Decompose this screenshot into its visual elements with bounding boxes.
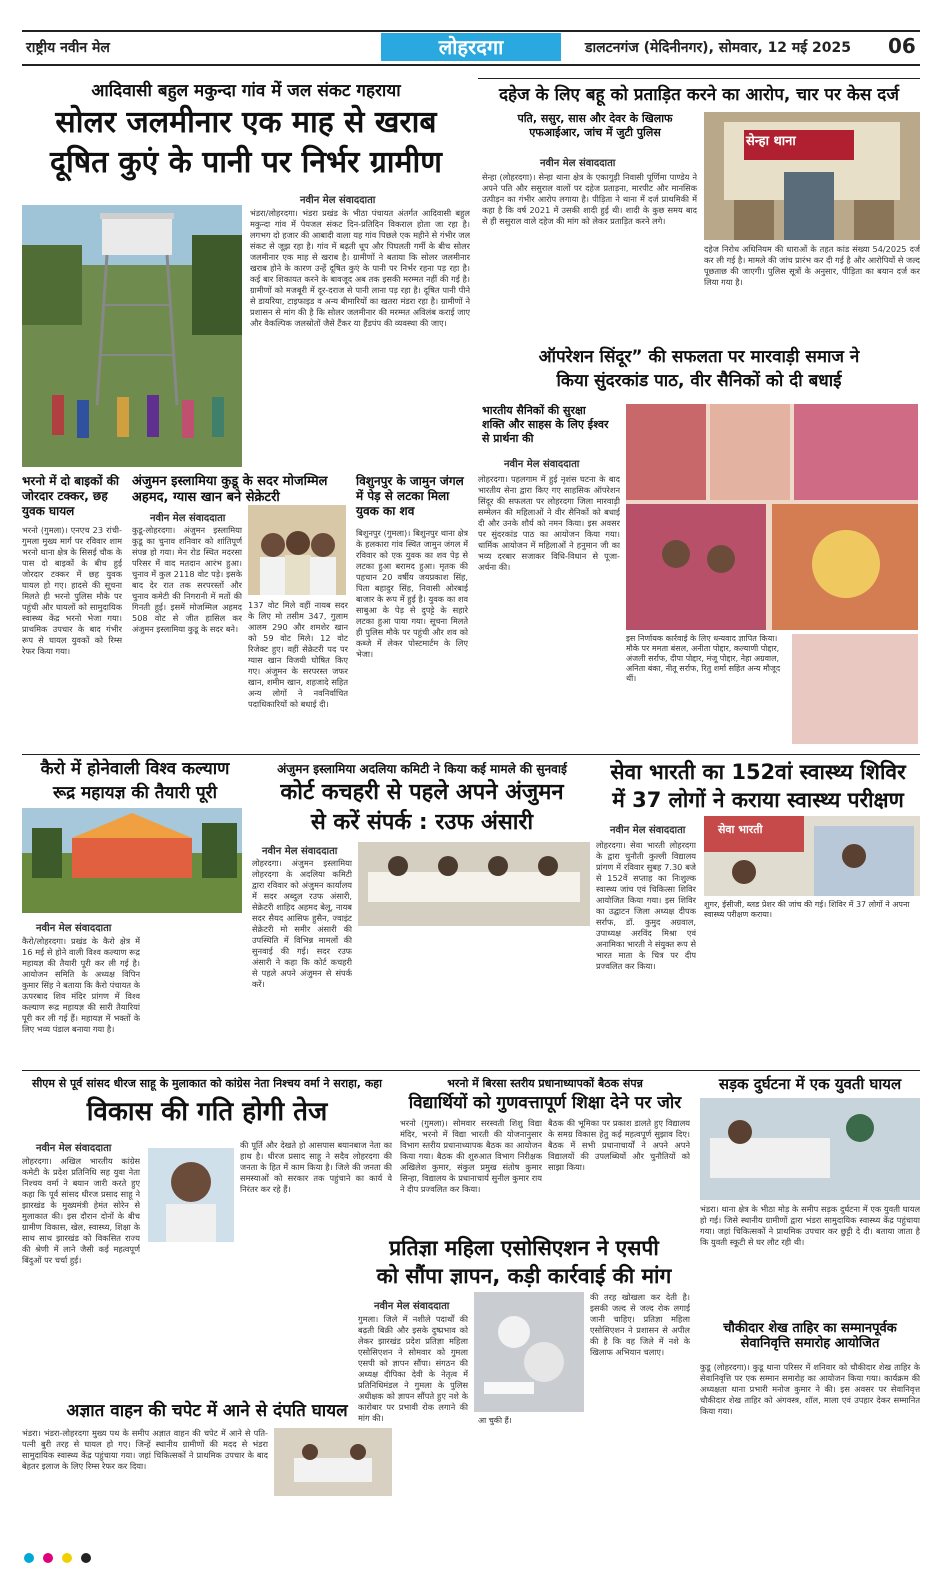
story1-headline-line1: सोलर जलमीनार एक माह से खराब [55,105,437,140]
story6-byline: नवीन मेल संवाददाता [36,923,112,934]
story5-body: बिशुनपुर (गुमला)। बिशुनपुर थाना क्षेत्र के हलकारा गांव स्थित जामुन जंगल में रविवार को एक युवक का शव पेड़ से लटका हुआ बरामद हुआ। मृतक की पहचान 20 वर्षीय जयप्रकाश सिंह, पिता बहादुर सिंह, निवासी ओरबाई बाजार के रूप में हुई है। युवक का शव साबुआ के पेड़ से दुपट्टे के सहारे लटका हुआ पाया गया। सूचना मिलते ही पुलिस मौके पर पहुंची और शव को कब्जे में लेकर पोस्टमार्टम के लिए भेजा। [356,528,468,659]
story7-byline: नवीन मेल संवाददाता [262,846,338,857]
story13-photo [700,1098,920,1200]
story10-headline: अज्ञात वाहन की चपेट में आने से दंपति घायल [66,1401,348,1421]
story3-headline-line2: किया सुंदरकांड पाठ, वीर सैनिकों को दी बधाई [556,371,842,391]
row-rule-1 [22,754,920,755]
story7-body: लोहरदगा। अंजुमन इस्लामिया लोहरदगा के अदलिया कमिटी द्वारा रविवार को अंजुमन कार्यालय में सदर अब्दुल रउफ अंसारी, सेक्रेटरी शाहिद अहमद बेलू, नायब सदर सैयद आसिफ हुसैन, ज्वाइंट सेक्रेटरी मो समीर अंसारी की उपस्थिति में विभिन्न मामलों की सुनवाई की गई। सदर रउफ अंसारी ने कहा कि कोर्ट कचहरी से पहले अपने अंजुमन से संपर्क करें। [252,858,352,989]
registration-dot-black [81,1553,91,1563]
story3-photo2 [792,634,918,744]
story8-photo-banner: सेवा भारती [718,823,763,836]
story1-photo [22,205,242,467]
story11-headline: विद्यार्थियों को गुणवत्तापूर्ण शिक्षा देने पर जोर [408,1093,682,1113]
story1-kicker: आदिवासी बहुल मकुन्दा गांव में जल संकट गहराया [91,81,401,101]
story6-body-col2 [144,916,244,1066]
story8-headline-line2: में 37 लोगों ने कराया स्वास्थ्य परीक्षण [612,788,904,812]
story12-headline-line2: को सौंपा ज्ञापन, कड़ी कार्रवाई की मांग [376,1264,672,1288]
story1-byline: नवीन मेल संवाददाता [300,195,376,206]
row-rule-2 [22,1070,920,1071]
story12-photo [474,1292,584,1412]
story3-body: लोहरदगा। पहलगाम में हुई नृशंस घटना के बाद भारतीय सेना द्वारा किए गए साहसिक ऑपरेशन सिंदूर की सफलता पर लोहरदगा जिला मारवाड़ी सम्मेलन की महिलाओं ने वीर सैनिकों को बधाई दी और उनके शौर्य को नमन किया। इस अवसर पर सुंदरकांड पाठ का आयोजन किया गया। धार्मिक आयोजन में महिलाओं ने हनुमान जी का भव्य दरबार सजाकर विधि-विधान से पूजा-अर्चना की। [478,474,620,572]
story11-kicker: भरनो में बिरसा स्तरीय प्रधानाध्यापकों बैठक संपन्न [447,1077,643,1090]
story13-headline: सड़क दुर्घटना में एक युवती घायल [718,1075,902,1093]
story1-body: भंडरा/लोहरदगा। भंडरा प्रखंड के भीठा पंचायत अंतर्गत आदिवासी बहुल मकुन्दा गांव में पेयजल संकट दिन-प्रतिदिन विकराल होता जा रहा है। लगभग दो हजार की आबादी वाला यह गांव पिछले एक महीने से गंभीर जल संकट से जूझ रहा है। गांव में बढ़ती धूप और पिघलती गर्मी के बीच सोलर जलमीनार एक माह से खराब है। ग्रामीणों ने बताया कि सोलर जलमीनार खराब होने के कारण उन्हें दूषित कुएं के पानी पर निर्भर रहना पड़ रहा है। कई बार शिकायत करने के बावजूद अब तक इसकी मरम्मत नहीं की गई है। ग्रामीणों को मजबूरी में दूर-दराज से पानी लाना पड़ रहा है। दूषित पानी पीने से डायरिया, टाइफाइड व अन्य बीमारियों का खतरा मंडरा रहा है। ग्रामीणों ने प्रशासन से मांग की है कि सोलर जलमीनार की मरम्मत अविलंब कराई जाए और वैकल्पिक जलस्रोतों जैसे टैंकर या हैंडपंप की व्यवस्था की जाए। [250,208,470,328]
story3-caption: इस निर्णायक कार्रवाई के लिए धन्यवाद ज्ञापित किया। मौके पर ममता बंसल, अनीता पोद्दार, कल्याणी पोद्दार, अंजली सर्राफ, दीपा पोद्दार, मंजू पोद्दार, नेहा अग्रवाल, अनिता बंका, नीतू सर्राफ, रितु शर्मा सहित अन्य मौजूद थीं। [626,634,781,683]
story9-body2: की पूर्ति और देखते हो आसपास बयानबाज नेता का हाथ है। धीरज प्रसाद साहू ने सदैव लोहरदगा की जनता के हित में काम किया है। जिले की जनता की समस्याओं को सरकार तक पहुंचाने का कार्य वे निरंतर कर रहे हैं। [240,1140,392,1194]
story9-kicker: सीएम से पूर्व सांसद धीरज साहू के मुलाकात को कांग्रेस नेता निश्चय वर्मा ने सराहा, कहा [32,1077,382,1090]
story3-bullet: भारतीय सैनिकों की सुरक्षा शक्ति और साहस के लिए ईश्वर से प्रार्थना की [482,404,609,445]
story2-byline: नवीन मेल संवाददाता [540,158,616,169]
story2-rule [478,78,920,79]
header-rule [22,64,920,66]
section-tag: लोहरदगा [381,33,561,61]
story6-headline-line2: रूद्र महायज्ञ की तैयारी पूरी [52,783,218,803]
page-number: 06 [888,34,916,58]
story4-headline: अंजुमन इस्लामिया कुडू के सदर मोजम्मिल अहमद, ग्यास खान बने सेक्रेटरी [132,474,328,505]
story9-headline: विकास की गति होगी तेज [86,1097,328,1127]
story4-byline: नवीन मेल संवाददाता [150,513,226,524]
story13-sub-headline: चौकीदार शेख ताहिर का सम्मानपूर्वक सेवानिवृत्ति समारोह आयोजित [723,1321,897,1351]
story6-headline-line1: कैरो में होनेवाली विश्व कल्याण [40,759,230,779]
story7-headline-line2: से करें संपर्क : रउफ अंसारी [310,810,534,835]
story7-photo [358,842,590,926]
story7-body-col2 [358,930,590,1064]
story3-headline-line1: ऑपरेशन सिंदूर” की सफलता पर मारवाड़ी समाज ने [538,347,860,367]
accident-headline: भरनो में दो बाइकों की जोरदार टक्कर, छह युवक घायल [22,474,119,518]
paper-name: राष्ट्रीय नवीन मेल [26,40,110,56]
story12-body2: की तरह खोखला कर देती है। इसकी जल्द से जल्द रोक लगाई जानी चाहिए। प्रतिज्ञा महिला एसोसिएशन ने प्रशासन से अपील की है कि वह जिले में नशे के खिलाफ अभियान चलाए। [590,1292,690,1357]
story2-headline: दहेज के लिए बहू को प्रताड़ित करने का आरोप, चार पर केस दर्ज [499,85,899,105]
story4-photo [248,505,346,595]
story2-body: सेन्हा (लोहरदगा)। सेन्हा थाना क्षेत्र के एकागुड़ी निवासी पूर्णिमा पाण्डेय ने अपने पति और ससुराल वालों पर दहेज प्रताड़ना, मारपीट और मानसिक उत्पीड़न का गंभीर आरोप लगाया है। पीड़िता ने थाना में दर्ज प्राथमिकी में कहा है कि वर्ष 2021 में उसकी शादी हुई थी। शादी के कुछ समय बाद से ही ससुराल वाले दहेज की मांग को लेकर प्रताड़ित करने लगे। [482,172,697,226]
dateline: डालटनगंज (मेदिनीनगर), सोमवार, 12 मई 2025 [585,40,852,56]
story9-body: लोहरदगा। अखिल भारतीय कांग्रेस कमेटी के प्रदेश प्रतिनिधि सह युवा नेता निश्चय वर्मा ने बयान जारी करते हुए कहा कि पूर्व सांसद धीरज प्रसाद साहू ने झारखंड के मुख्यमंत्री हेमंत सोरेन से मुलाकात की। इस दौरान दोनों के बीच ग्रामीण विकास, खेल, स्वास्थ्य, शिक्षा के साथ साथ झारखंड को विकसित राज्य की श्रेणी में लाने जैसी कई महत्वपूर्ण बिंदुओं पर चर्चा हुई। [22,1156,140,1265]
registration-dot-magenta [43,1553,53,1563]
story7-headline-line1: कोर्ट कचहरी से पहले अपने अंजुमन [280,780,564,805]
story12-byline: नवीन मेल संवाददाता [374,1301,450,1312]
story1-headline-line2: दूषित कुएं के पानी पर निर्भर ग्रामीण [50,145,442,180]
story13-sub-body: कुडू (लोहरदगा)। कुडू थाना परिसर में शनिवार को चौकीदार शेख ताहिर के सेवानिवृत्ति पर एक सम्मान समारोह का आयोजन किया गया। कार्यक्रम की अध्यक्षता थाना प्रभारी मनोज कुमार ने की। इस अवसर पर सेवानिवृत्त चौकीदार शेख ताहिर को अंगवस्त्र, शॉल, माला एवं उपहार देकर सम्मानित किया गया। [700,1362,920,1416]
story10-body: भंडरा। भंडरा-लोहरदगा मुख्य पथ के समीप अज्ञात वाहन की चपेट में आने से पति-पत्नी बुरी तरह से घायल हो गए। जिन्हें स्थानीय ग्रामीणों की मदद से भंडरा सामुदायिक स्वास्थ्य केंद्र पहुंचाया गया। जहां चिकित्सकों ने प्राथमिक उपचार के बाद बेहतर इलाज के लिए रिम्स रेफर कर दिया। [22,1428,268,1471]
story6-body: कैरो/लोहरदगा। प्रखंड के कैरो क्षेत्र में 16 मई से होने वाली विश्व कल्याण रूद्र महायज्ञ की तैयारी पूरी कर ली गई है। आयोजन समिति के अध्यक्ष विपिन कुमार सिंह ने बताया कि कैरो पंचायत के ऊपरबाद शिव मंदिर प्रांगण में विश्व कल्याण रूद्र महायज्ञ की सारी तैयारियां पूरी कर ली गई हैं। महायज्ञ में भक्तों के लिए भव्य पंडाल बनाया गया है। [22,936,140,1034]
story8-body: लोहरदगा। सेवा भारती लोहरदगा के द्वारा चुनौती कुल्ली विद्यालय प्रांगण में रविवार सुबह 7.30 बजे से 152वें सप्ताह का निःशुल्क स्वास्थ्य जांच एवं चिकित्सा शिविर आयोजित किया गया। इस शिविर का उद्घाटन जिला अध्यक्ष दीपक सर्राफ, डॉ. कुमुद अग्रवाल, उपाध्यक्ष अरविंद मिश्रा एवं अनामिका भारती ने संयुक्त रूप से भारत माता के चित्र पर दीप प्रज्वलित कर किया। [596,840,696,971]
story2-subhead: पति, ससुर, सास और देवर के खिलाफ एफआईआर, जांच में जुटी पुलिस [517,112,673,139]
story8-headline-line1: सेवा भारती का 152वां स्वास्थ्य शिविर [610,760,906,784]
story13-body: भंडरा। थाना क्षेत्र के भीठा मोड़ के समीप सड़क दुर्घटना में एक युवती घायल हो गई। जिसे स्थानीय ग्रामीणों द्वारा भंडरा सामुदायिक स्वास्थ्य केंद्र पहुंचाया गया। जहां चिकित्सकों ने प्राथमिक उपचार कर छुट्टी दे दी। बताया जाता है कि युवती स्कूटी से घर लौट रही थी। [700,1204,920,1247]
story12-headline-line1: प्रतिज्ञा महिला एसोसिएशन ने एसपी [389,1236,659,1260]
story3-photo [626,404,918,630]
story12-body: गुमला। जिले में नशीले पदार्थों की बढ़ती बिक्री और इसके दुष्प्रभाव को लेकर झारखंड प्रदेश प्रतिज्ञा महिला एसोसिएशन ने सोमवार को गुमला एसपी को ज्ञापन सौंपा। संगठन की अध्यक्ष दीपिका देवी के नेतृत्व में प्रतिनिधिमंडल ने गुमला के पुलिस अधीक्षक को ज्ञापन सौंपते हुए नशे के कारोबार पर प्रभावी रोक लगाने की मांग की। [358,1314,468,1423]
story11-body: भरनो (गुमला)। सोमवार सरस्वती शिशु विद्या मंदिर, भरनो में विद्या भारती की योजनानुसार विभाग स्तरीय प्रधानाध्यापक बैठक का आयोजन किया गया। बैठक की शुरुआत विभाग निरीक्षक अखिलेश कुमार, संकुल प्रमुख संतोष कुमार सिन्हा, विद्यालय के प्रधानाचार्य सुनील कुमार राय ने दीप प्रज्वलित कर किया। [400,1118,542,1194]
story2-photo [704,112,920,240]
story4-body2: 137 वोट मिले वहीं नायब सदर के लिए मो तसीम 347, गुलाम आलम 290 और शमशेर खान को 59 वोट मिले। 12 वोट रिजेक्ट हुए। वहीं सेक्रेटरी पद पर ग्यास खान विजयी घोषित किए गए। अंजुमन के सरपरस्त जफर खान, शमीम खान, शहजादे सहित अन्य लोगों ने नवनिर्वाचित पदाधिकारियों को बधाई दी। [248,600,348,709]
story7-kicker: अंजुमन इस्लामिया अदलिया कमिटी ने किया कई मामले की सुनवाई [277,762,567,776]
story12-caption: आ चुकी हैं। [478,1416,512,1425]
page-footer [22,1548,920,1560]
story8-byline: नवीन मेल संवाददाता [610,825,686,836]
story2-photo-sign: सेन्हा थाना [746,134,796,149]
story2-right-body: दहेज निरोध अधिनियम की धाराओं के तहत कांड संख्या 54/2025 दर्ज कर ली गई है। मामले की जांच प्रारंभ कर दी गई है और आरोपियों से जल्द पूछताछ की जाएगी। पुलिस सूत्रों के अनुसार, पीड़िता का बयान दर्ज कर लिया गया है। [704,244,920,287]
story4-body: कुडू-लोहरदगा। अंजुमन इस्लामिया कुडू का चुनाव शनिवार को शांतिपूर्ण संपन्न हो गया। मेन रोड स्थित मदरसा परिसर में वाद मतदान आरंभ हुआ। चुनाव में कुल 2118 वोट पड़े। इसके बाद देर रात तक सरपरस्तों और चुनाव कमेटी की निगरानी में मतों की गिनती हुई। इसमें मोजम्मिल अहमद 508 वोट से जीत हासिल कर अंजुमन इस्लामिया कुडू के सदर बने। [132,525,242,634]
story8-caption: शुगर, ईसीजी, ब्लड प्रेशर की जांच की गई। शिविर में 37 लोगों ने अपना स्वास्थ्य परीक्षण कराया। [704,900,910,919]
story11-body2: बैठक की भूमिका पर प्रकाश डालते हुए विद्यालय के समग्र विकास हेतु कई महत्वपूर्ण सुझाव दिए। बैठक में सभी प्रधानाचार्यों ने अपने अपने विद्यालयों की उपलब्धियों और चुनौतियों को साझा किया। [548,1118,690,1172]
story9-photo [148,1148,234,1242]
story6-photo [22,808,242,913]
accident-body: भरनो (गुमला)। एनएच 23 रांची-गुमला मुख्य मार्ग पर रविवार शाम भरनो थाना क्षेत्र के सिसई चौक के पास दो बाइकों के बीच हुई जोरदार टक्कर में छह युवक घायल हो गए। हादसे की सूचना मिलते ही भरनो पुलिस मौके पर पहुंची और घायलों को सामुदायिक स्वास्थ्य केंद्र भरनो भेजा गया। प्राथमिक उपचार के बाद गंभीर रूप से घायल युवकों को रिम्स रेफर किया गया। [22,525,122,656]
registration-dot-cyan [24,1553,34,1563]
story3-byline: नवीन मेल संवाददाता [504,459,580,470]
registration-dot-yellow [62,1553,72,1563]
story9-byline: नवीन मेल संवाददाता [36,1143,112,1154]
story5-headline: विशुनपुर के जामुन जंगल में पेड़ से लटका मिला युवक का शव [356,474,464,518]
